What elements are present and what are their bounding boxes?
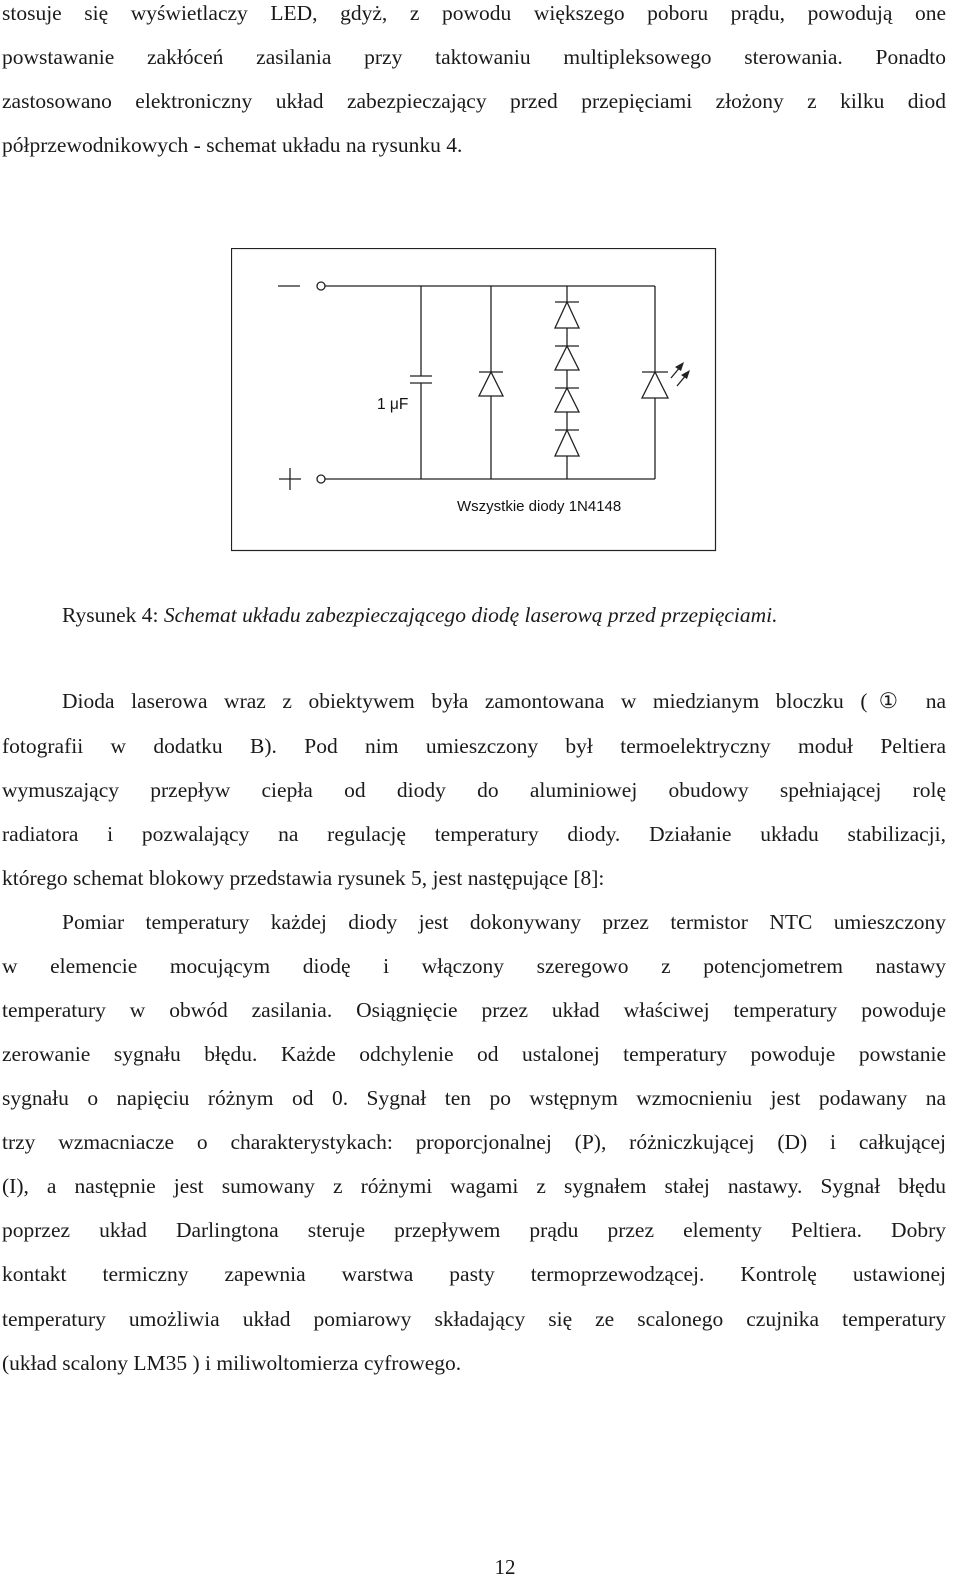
minus-terminal <box>317 282 325 290</box>
circuit-schematic <box>231 248 717 552</box>
text-line: w elemencie mocującym diodę i włączony szeregowo z potencjometrem nastawy <box>2 954 946 978</box>
text-line: (I), a następnie jest sumowany z różnymi wagami z sygnałem stałej nastawy. Sygnał błędu <box>2 1174 946 1198</box>
caption-text: Schemat układu zabezpieczającego diodę laserową przed przepięciami. <box>163 603 778 627</box>
text-line: temperatury w obwód zasilania. Osiągnięcie przez układ właściwej temperatury powoduje <box>2 998 946 1022</box>
capacitor-label: 1 μF <box>377 396 409 413</box>
text-line: powstawanie zakłóceń zasilania przy taktowaniu multipleksowego sterowania. Ponadto <box>2 45 946 69</box>
text-line: kontakt termiczny zapewnia warstwa pasty termoprzewodzącej. Kontrolę ustawionej <box>2 1262 946 1286</box>
text-line: fotografii w dodatku B). Pod nim umieszczony był termoelektryczny moduł Peltiera <box>2 734 946 758</box>
plus-terminal <box>317 475 325 483</box>
diodes-label: Wszystkie diody 1N4148 <box>457 498 622 515</box>
text-line: zastosowano elektroniczny układ zabezpieczający przed przepięciami złożony z kilku diod <box>2 89 946 113</box>
text-line: Pomiar temperatury każdej diody jest dokonywany przez termistor NTC umieszczony <box>62 910 946 934</box>
text-line: radiatora i pozwalający na regulację temperatury diody. Działanie układu stabilizacji, <box>2 822 946 846</box>
page-number: 12 <box>494 1555 516 1579</box>
text-line: wymuszający przepływ ciepła od diody do aluminiowej obudowy spełniającej rolę <box>2 778 946 802</box>
text-line: poprzez układ Darlingtona steruje przepływem prądu przez elementy Peltiera. Dobry <box>2 1218 946 1242</box>
text-line: temperatury umożliwia układ pomiarowy składający się ze scalonego czujnika temperatury <box>2 1307 946 1331</box>
text-line: (układ scalony LM35 ) i miliwoltomierza cyfrowego. <box>2 1351 462 1375</box>
text-line: zerowanie sygnału błędu. Każde odchylenie od ustalonej temperatury powoduje powstanie <box>2 1042 946 1066</box>
text-line: sygnału o napięciu różnym od 0. Sygnał ten po wstępnym wzmocnieniu jest podawany na <box>2 1086 946 1110</box>
caption-prefix: Rysunek 4: <box>62 603 164 627</box>
text-line: półprzewodnikowych - schemat układu na rysunku 4. <box>2 133 463 157</box>
text-line: którego schemat blokowy przedstawia rysunek 5, jest następujące [8]: <box>2 866 605 890</box>
text-line: stosuje się wyświetlaczy LED, gdyż, z powodu większego poboru prądu, powodują one <box>2 1 946 25</box>
text-line: Dioda laserowa wraz z obiektywem była zamontowana w miedzianym bloczku (① na <box>62 689 946 713</box>
text-line: trzy wzmacniacze o charakterystykach: proporcjonalnej (P), różniczkującej (D) i całkującej <box>2 1130 946 1154</box>
figure-caption <box>62 603 778 627</box>
